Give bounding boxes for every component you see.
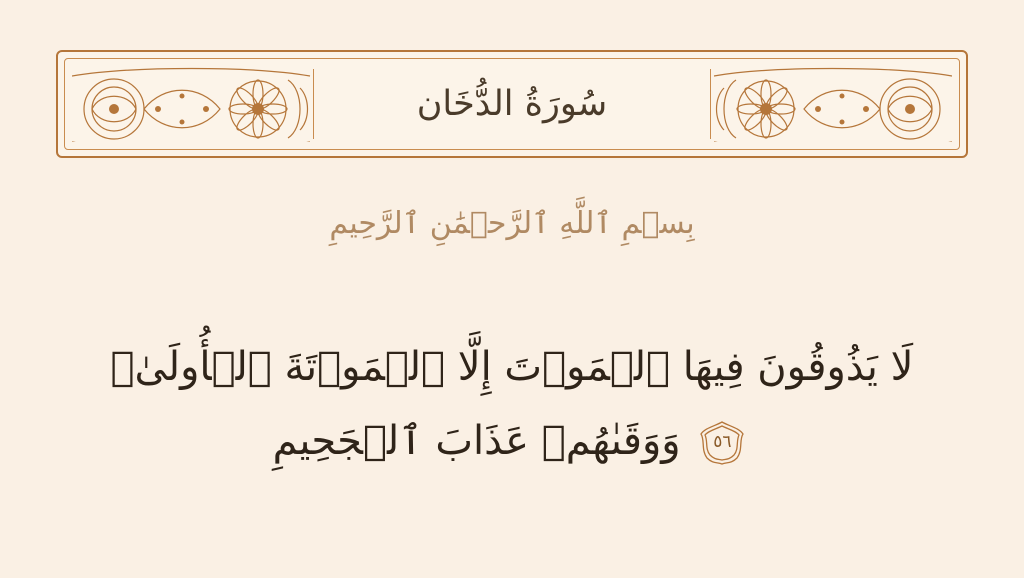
arabesque-ornament-right [712,66,952,142]
basmala-text: بِسۡمِ ٱللَّهِ ٱلرَّحۡمَٰنِ ٱلرَّحِيمِ [329,206,695,241]
ayah-number-value: ٥٦ [713,432,732,453]
surah-header-banner [56,50,968,158]
ayah-line-2-wrapper [60,404,964,478]
ayah-line-2: وَوَقَىٰهُمۡ عَذَابَ ٱلۡجَحِيمِ [272,418,681,464]
banner-inner-border [64,58,960,150]
ayah-number-medallion [699,420,745,466]
arabesque-ornament-left [72,66,312,142]
surah-title-panel [313,69,711,139]
surah-title: سُورَةُ الدُّخَان [416,84,608,124]
ayah-text-block [60,330,964,478]
ayah-line-1: لَا يَذُوقُونَ فِيهَا ٱلۡمَوۡتَ إِلَّا ٱلۡمَوۡتَةَ ٱلۡأُولَىٰۖ [110,344,914,390]
